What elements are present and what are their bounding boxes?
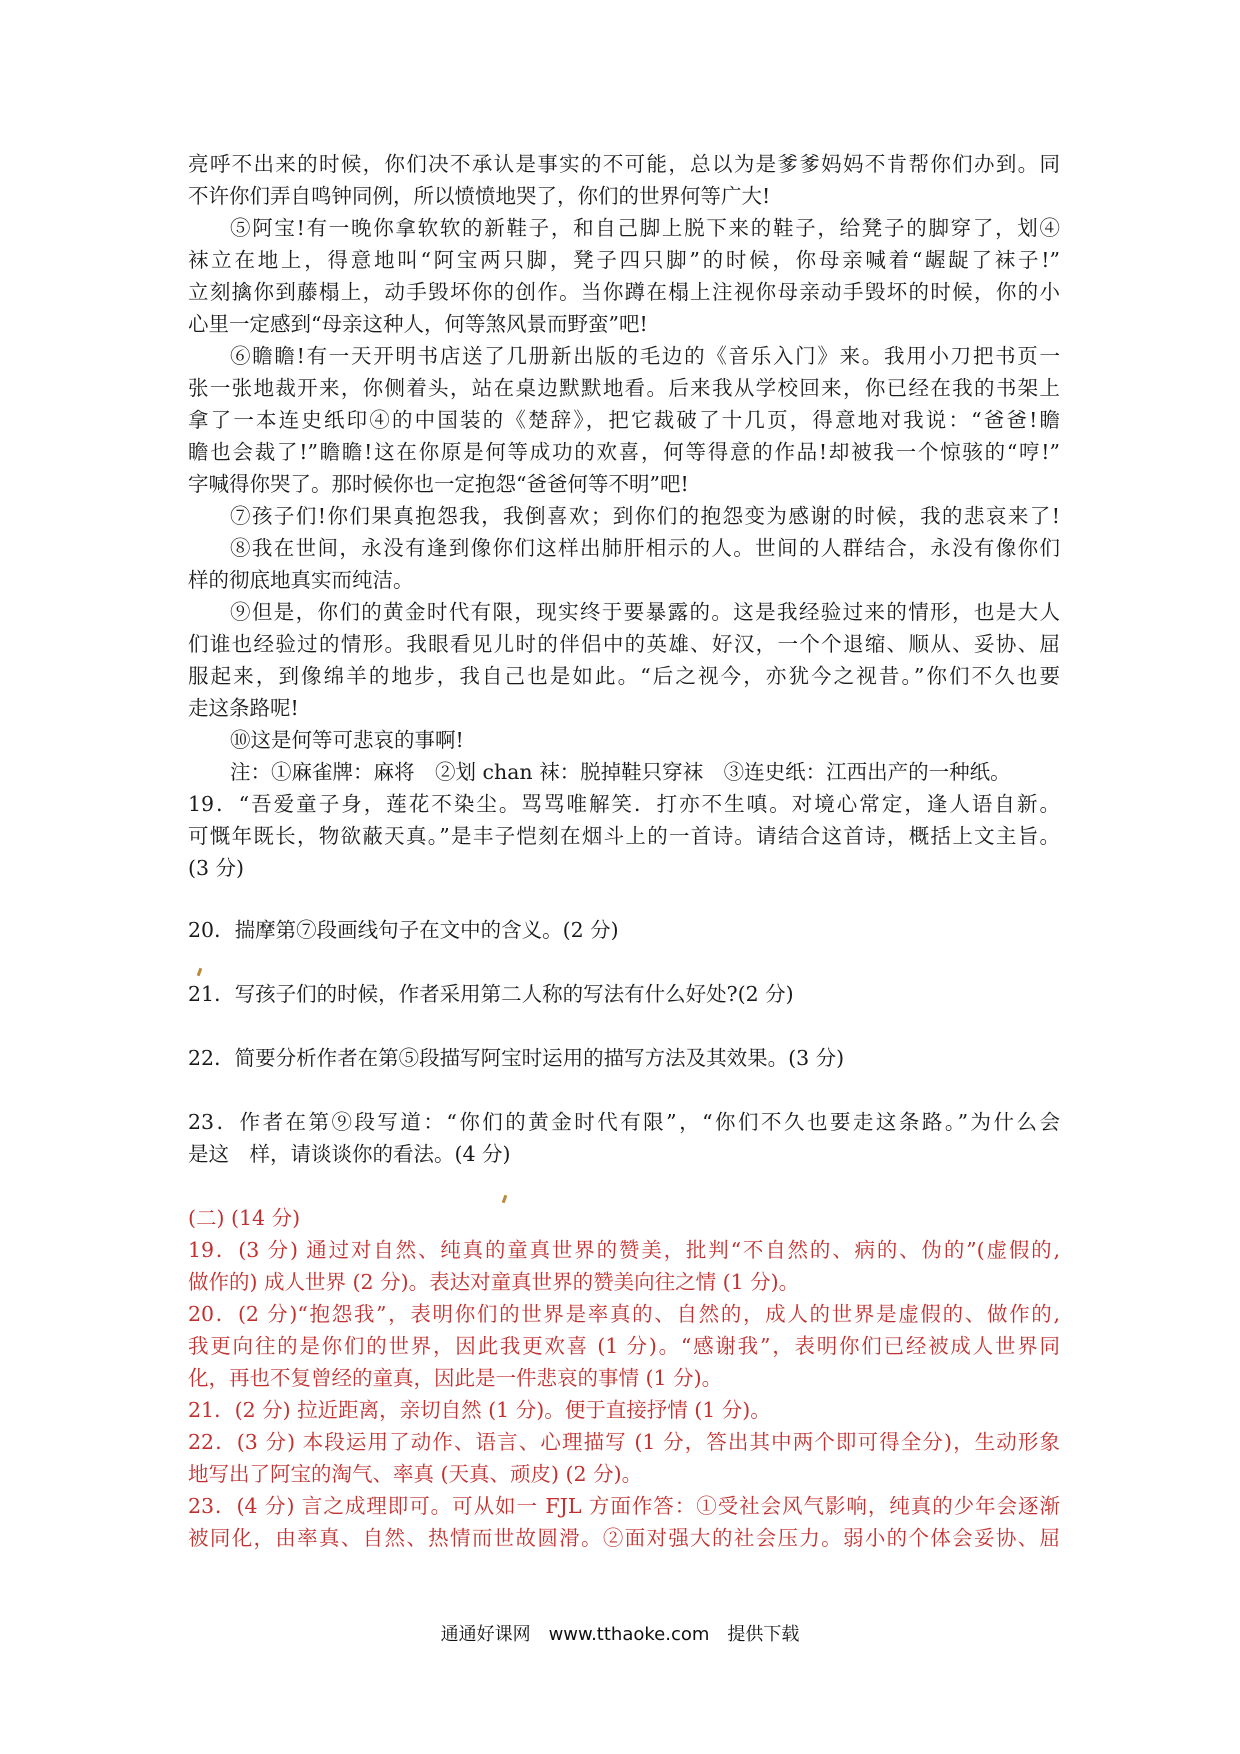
question-19: (3 分) [188,856,245,880]
passage-line: ⑧我在世间，永没有逢到像你们这样出肺肝相示的人。世间的人群结合，永没有像你们 [230,536,1060,560]
passage-line: 走这条路呢! [188,696,299,720]
answer-line: 23．(4 分) 言之成理即可。可从如一 FJL 方面作答：①受社会风气影响，纯真的少年会逐渐 [188,1494,1060,1518]
answer-line: 22．(3 分) 本段运用了动作、语言、心理描写 (1 分，答出其中两个即可得全分)，生动形象 [188,1430,1060,1454]
question-23: 23．作者在第⑨段写道：“你们的黄金时代有限”，“你们不久也要走这条路。”为什么会 [188,1110,1060,1134]
footnote: 注：①麻雀牌：麻将 ②划 chan 袜：脱掉鞋只穿袜 ③连史纸：江西出产的一种纸。 [230,760,1011,784]
document-page [188,148,1060,1554]
passage-line: 亮呼不出来的时候，你们决不承认是事实的不可能，总以为是爹爹妈妈不肯帮你们办到。同 [188,152,1060,176]
answer-line: 21．(2 分) 拉近距离，亲切自然 (1 分)。便于直接抒情 (1 分)。 [188,1398,771,1422]
passage-line: ⑥瞻瞻!有一天开明书店送了几册新出版的毛边的《音乐入门》来。我用小刀把书页一 [230,344,1060,368]
passage-line: 心里一定感到“母亲这种人，何等煞风景而野蛮”吧! [188,312,648,336]
question-19: 19．“吾爱童子身，莲花不染尘。骂骂唯解笑．打亦不生嗔。对境心常定，逢人语自新。 [188,792,1060,816]
answer-line: 20．(2 分)“抱怨我”，表明你们的世界是率真的、自然的，成人的世界是虚假的、做作的, [188,1302,1060,1326]
page-footer: 通通好课网 www.tthaoke.com 提供下载 [440,1624,800,1645]
passage-line: 拿了一本连史纸印④的中国装的《楚辞》，把它裁破了十几页，得意地对我说：“爸爸!瞻 [188,408,1060,432]
questions [188,788,1060,1202]
answer-line: 化，再也不复曾经的童真，因此是一件悲哀的事情 (1 分)。 [188,1366,723,1390]
answer-line: 地写出了阿宝的淘气、率真 (天真、顽皮) (2 分)。 [188,1462,643,1486]
question-19: 可慨年既长，物欲蔽天真。”是丰子恺刻在烟斗上的一首诗。请结合这首诗，概括上文主旨。 [188,824,1060,848]
passage-line: ⑤阿宝!有一晚你拿软软的新鞋子，和自己脚上脱下来的鞋子，给凳子的脚穿了，划④ [230,216,1060,240]
passage-line: 张一张地裁开来，你侧着头，站在桌边默默地看。后来我从学校回来，你已经在我的书架上 [188,376,1060,400]
answer-line: 做作的) 成人世界 (2 分)。表达对童真世界的赞美向往之情 (1 分)。 [188,1270,800,1294]
passage-line: 立刻擒你到藤榻上，动手毁坏你的创作。当你蹲在榻上注视你母亲动手毁坏的时候，你的小 [188,280,1060,304]
passage-line: ⑨但是，你们的黄金时代有限，现实终于要暴露的。这是我经验过来的情形，也是大人 [230,600,1060,624]
answer-line: 被同化，由率真、自然、热情而世故圆滑。②面对强大的社会压力。弱小的个体会妥协、屈 [188,1526,1060,1550]
passage-line: 瞻也会裁了!”瞻瞻!这在你原是何等成功的欢喜，何等得意的作品!却被我一个惊骇的“哼!” [188,440,1060,464]
passage-line: 袜立在地上，得意地叫“阿宝两只脚，凳子四只脚”的时候，你母亲喊着“龌龊了袜子!” [188,248,1060,272]
question-22: 22．简要分析作者在第⑤段描写阿宝时运用的描写方法及其效果。(3 分) [188,1046,845,1070]
passage [188,148,1060,788]
passage-line: 服起来，到像绵羊的地步，我自己也是如此。“后之视今，亦犹今之视昔。”你们不久也要 [188,664,1060,688]
answer-heading: (二) (14 分) [188,1206,301,1230]
passage-line: ⑦孩子们!你们果真抱怨我，我倒喜欢；到你们的抱怨变为感谢的时候，我的悲哀来了! [230,504,1060,528]
question-23: 是这 样，请谈谈你的看法。(4 分) [188,1142,511,1166]
passage-line: 们谁也经验过的情形。我眼看见儿时的伴侣中的英雄、好汉，一个个退缩、顺从、妥协、屈 [188,632,1060,656]
question-21: 21．写孩子们的时候，作者采用第二人称的写法有什么好处?(2 分) [188,982,794,1006]
question-20: 20．揣摩第⑦段画线句子在文中的含义。(2 分) [188,918,619,942]
answer-line: 19．(3 分) 通过对自然、纯真的童真世界的赞美，批判“不自然的、病的、伪的”(虚假的, [188,1238,1060,1262]
passage-line: 字喊得你哭了。那时候你也一定抱怨“爸爸何等不明”吧! [188,472,689,496]
answer-key [188,1202,1060,1554]
answer-line: 我更向往的是你们的世界，因此我更欢喜 (1 分)。“感谢我”，表明你们已经被成人世界同 [188,1334,1060,1358]
passage-line: ⑩这是何等可悲哀的事啊! [230,728,464,752]
passage-line: 不许你们弄自鸣钟同例，所以愤愤地哭了，你们的世界何等广大! [188,184,771,208]
passage-line: 样的彻底地真实而纯洁。 [188,568,414,592]
